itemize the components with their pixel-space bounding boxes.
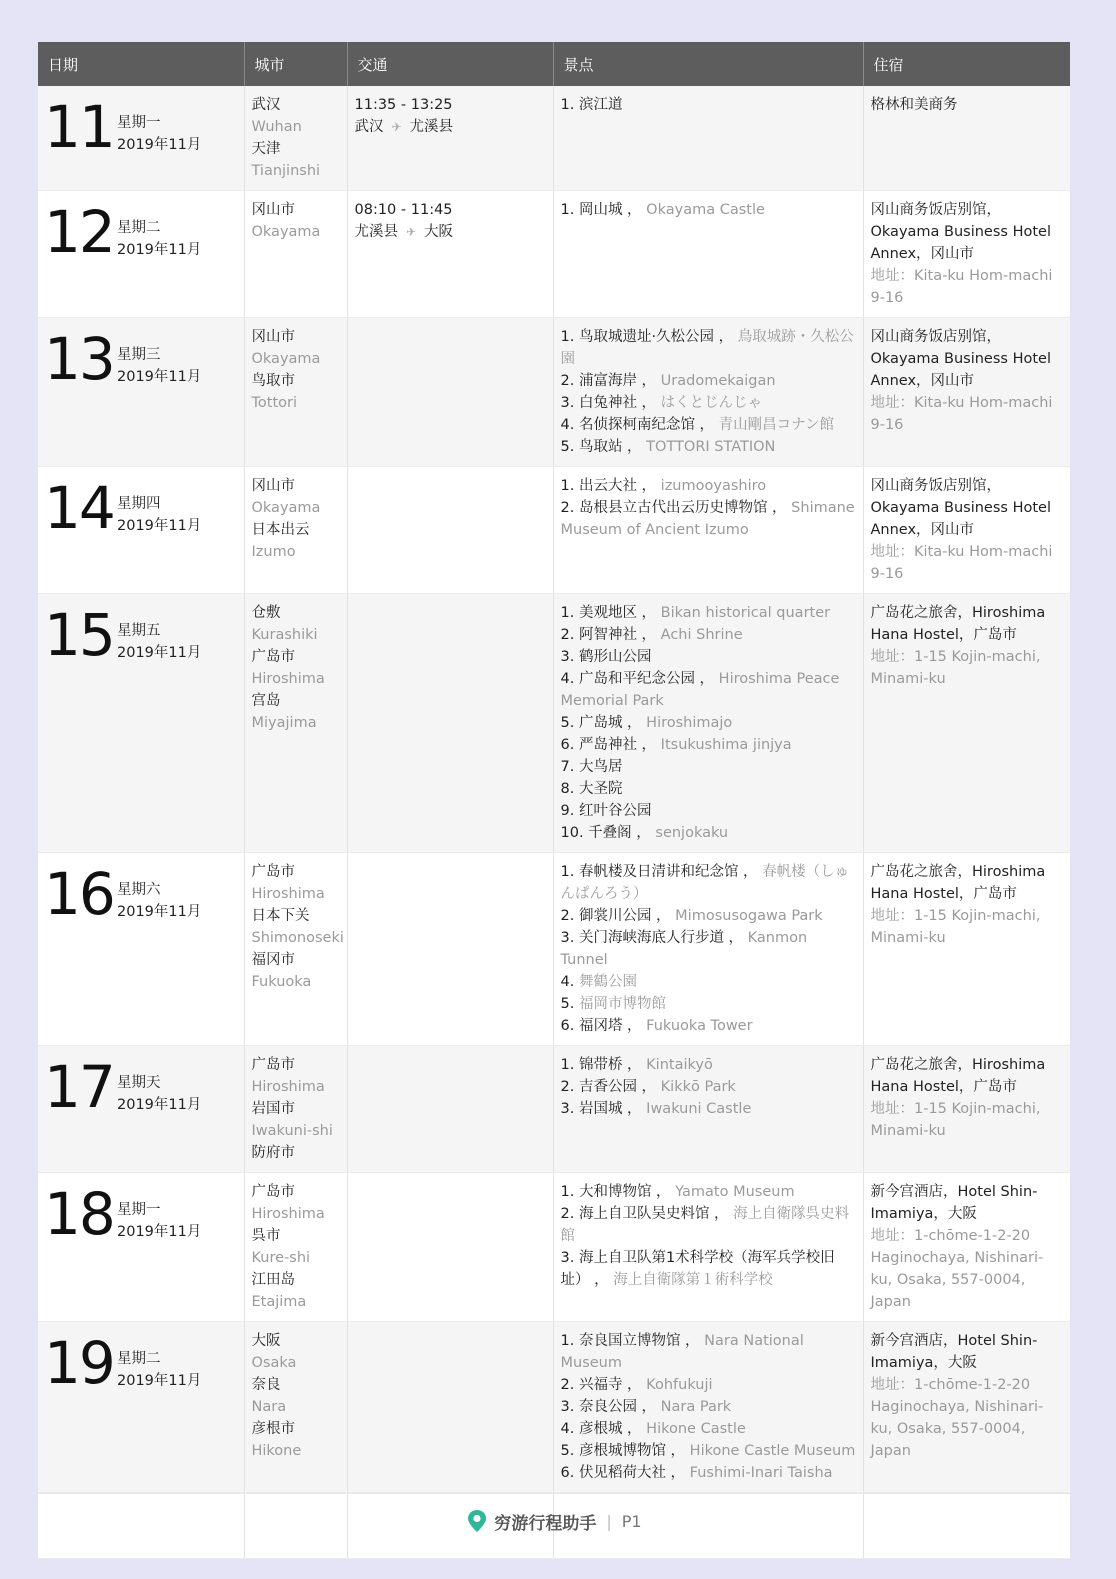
city-cell [244, 467, 347, 594]
attraction-item [561, 927, 857, 971]
attractions-cell [553, 1046, 863, 1173]
attraction-item [561, 624, 857, 646]
day-number: 14 [44, 474, 114, 542]
hotel-name: 新今宫酒店，Hotel Shin-Imamiya，大阪 [870, 1184, 1038, 1222]
attraction-name-cn: 3. 海上自卫队第1术科学校（海军兵学校旧址） ， [560, 1250, 835, 1288]
attraction-item [561, 861, 857, 905]
city-name-en: Osaka [251, 1355, 297, 1371]
attraction-name-en: 海上自衛隊呉史料館 [560, 1206, 850, 1244]
attraction-name-en: Iwakuni Castle [646, 1101, 752, 1117]
flight-time: 08:10 - 11:45 [354, 202, 453, 218]
city-name-cn: 广岛市 [251, 864, 295, 880]
city-name-en: Shimonoseki [251, 930, 344, 946]
header-attractions: 景点 [553, 42, 863, 86]
city-name-en: Hiroshima [251, 671, 325, 687]
city-cell [244, 1046, 347, 1173]
attraction-name-cn: 1. 美观地区 ， [560, 605, 657, 621]
city-name-en: Hikone [251, 1443, 302, 1459]
attraction-item [561, 1440, 857, 1462]
city-name-en: Tottori [251, 395, 297, 411]
attraction-item [561, 1098, 857, 1120]
header-transport: 交通 [347, 42, 553, 86]
hotel-address: 地址：1-chōme-1-2-20 Haginochaya, Nishinari-ku, Osaka, 557-0004, Japan [870, 1377, 1044, 1459]
hotel-address: 地址：1-15 Kojin-machi, Minami-ku [870, 908, 1041, 946]
lodging-cell [863, 86, 1070, 191]
day-number: 17 [44, 1053, 114, 1121]
attraction-name-en: 福岡市博物館 [578, 996, 666, 1012]
attraction-name-cn: 5. 广岛城 ， [560, 715, 642, 731]
transport-cell [347, 86, 553, 191]
attraction-item [561, 734, 857, 756]
header-date: 日期 [38, 42, 244, 86]
attraction-name-cn: 1. 锦带桥 ， [560, 1057, 642, 1073]
weekday-label: 星期五 [117, 623, 161, 639]
city-name-cn: 奈良 [251, 1377, 281, 1393]
attraction-item [561, 199, 857, 221]
attraction-item [561, 905, 857, 927]
month-label: 2019年11月 [117, 1097, 202, 1113]
city-name-cn: 冈山市 [251, 329, 295, 345]
attraction-name-en: 春帆楼（しゅんぱんろう） [560, 864, 850, 902]
attraction-name-en: Fushimi-Inari Taisha [689, 1465, 833, 1481]
flight-destination: 大阪 [424, 224, 453, 240]
attraction-name-cn: 4. [560, 974, 575, 990]
hotel-name: 冈山商务饭店别馆，Okayama Business Hotel Annex，冈山市 [870, 478, 1051, 538]
city-name-en: Miyajima [251, 715, 317, 731]
attraction-name-en: Nara Park [660, 1399, 732, 1415]
attraction-name-en: はくとじんじゃ [660, 395, 763, 411]
city-name-cn: 福冈市 [251, 952, 295, 968]
flight-origin: 尤溪县 [354, 224, 398, 240]
attraction-name-cn: 2. 岛根县立古代出云历史博物馆 ， [560, 500, 787, 516]
attraction-name-cn: 1. 鸟取城遗址·久松公园 ， [560, 329, 734, 345]
attraction-item [561, 370, 857, 392]
table-row [38, 467, 1070, 594]
attraction-item [561, 971, 857, 993]
city-name-cn: 日本下关 [251, 908, 310, 924]
city-cell [244, 1322, 347, 1493]
attraction-item [561, 1418, 857, 1440]
attraction-name-en: Hiroshimajo [646, 715, 733, 731]
hotel-address: 地址：1-chōme-1-2-20 Haginochaya, Nishinari-ku, Osaka, 557-0004, Japan [870, 1228, 1044, 1310]
attraction-item [561, 94, 857, 116]
transport-cell [347, 853, 553, 1046]
attraction-name-en: Shimane Museum of Ancient Izumo [560, 500, 855, 538]
date-cell [38, 191, 244, 318]
attractions-cell [553, 1173, 863, 1322]
city-name-cn: 广岛市 [251, 649, 295, 665]
attraction-item [561, 1181, 857, 1203]
attraction-item [561, 1462, 857, 1484]
flight-route [355, 221, 547, 243]
city-name-en: Hiroshima [251, 1206, 325, 1222]
attraction-item [561, 1076, 857, 1098]
attraction-item [561, 668, 857, 712]
city-name-cn: 武汉 [251, 97, 281, 113]
attraction-name-cn: 6. 福冈塔 ， [560, 1018, 642, 1034]
attraction-name-cn: 6. 伏见稻荷大社 ， [560, 1465, 686, 1481]
city-name-cn: 冈山市 [251, 202, 295, 218]
attraction-name-en: Yamato Museum [675, 1184, 795, 1200]
hotel-name: 冈山商务饭店别馆，Okayama Business Hotel Annex，冈山市 [870, 202, 1051, 262]
transport-cell [347, 191, 553, 318]
day-number: 19 [44, 1329, 114, 1397]
flight-destination: 尤溪县 [409, 119, 453, 135]
lodging-cell [863, 191, 1070, 318]
lodging-cell [863, 1322, 1070, 1493]
city-name-cn: 大阪 [251, 1333, 281, 1349]
attraction-item [561, 756, 857, 778]
attraction-name-cn: 1. 春帆楼及日清讲和纪念馆 ， [560, 864, 758, 880]
hotel-name: 广岛花之旅舍，Hiroshima Hana Hostel，广岛市 [870, 1057, 1046, 1095]
lodging-cell [863, 594, 1070, 853]
city-name-en: Okayama [251, 351, 321, 367]
attraction-item [561, 1330, 857, 1374]
attraction-item [561, 993, 857, 1015]
attraction-name-cn: 5. 彦根城博物馆 ， [560, 1443, 686, 1459]
city-name-en: Kurashiki [251, 627, 318, 643]
hotel-name: 格林和美商务 [870, 97, 958, 113]
brand-name: 穷游行程助手 [494, 1513, 597, 1534]
attraction-name-cn: 4. 广岛和平纪念公园 ， [560, 671, 715, 687]
day-number: 15 [44, 601, 114, 669]
city-cell [244, 1173, 347, 1322]
transport-cell [347, 1173, 553, 1322]
attraction-name-cn: 10. 千叠阁 ， [560, 825, 651, 841]
itinerary-table [38, 42, 1070, 1559]
table-row [38, 1322, 1070, 1493]
attraction-name-en: Bikan historical quarter [660, 605, 831, 621]
city-name-en: Okayama [251, 500, 321, 516]
day-number: 18 [44, 1180, 114, 1248]
attraction-name-cn: 3. 奈良公园 ， [560, 1399, 657, 1415]
attraction-item [561, 475, 857, 497]
attraction-name-cn: 2. 浦富海岸 ， [560, 373, 657, 389]
flight-route [355, 116, 547, 138]
city-cell [244, 318, 347, 467]
city-name-en: Fukuoka [251, 974, 312, 990]
hotel-address: 地址：1-15 Kojin-machi, Minami-ku [870, 649, 1041, 687]
city-name-en: Etajima [251, 1294, 307, 1310]
city-name-cn: 冈山市 [251, 478, 295, 494]
month-label: 2019年11月 [117, 518, 202, 534]
table-row [38, 1173, 1070, 1322]
attraction-name-cn: 5. 鸟取站 ， [560, 439, 642, 455]
city-name-en: Okayama [251, 224, 321, 240]
date-cell [38, 1322, 244, 1493]
attraction-item [561, 1247, 857, 1291]
month-label: 2019年11月 [117, 242, 202, 258]
attraction-name-en: 鳥取城跡・久松公園 [560, 329, 854, 367]
itinerary-sheet [38, 42, 1070, 1548]
city-cell [244, 853, 347, 1046]
attraction-item [561, 497, 857, 541]
table-row [38, 86, 1070, 191]
date-cell [38, 594, 244, 853]
attraction-name-cn: 4. 彦根城 ， [560, 1421, 642, 1437]
attraction-name-en: Nara National Museum [560, 1333, 804, 1371]
attraction-item [561, 1374, 857, 1396]
city-name-cn: 仓敷 [251, 605, 281, 621]
attraction-name-en: Hiroshima Peace Memorial Park [560, 671, 840, 709]
month-label: 2019年11月 [117, 369, 202, 385]
city-cell [244, 594, 347, 853]
transport-cell [347, 594, 553, 853]
attraction-name-en: Kikkō Park [660, 1079, 736, 1095]
attraction-name-cn: 2. 阿智神社 ， [560, 627, 657, 643]
transport-cell [347, 318, 553, 467]
attraction-name-en: Okayama Castle [646, 202, 765, 218]
hotel-address: 地址：Kita-ku Hom-machi 9-16 [870, 268, 1053, 306]
transport-cell [347, 1046, 553, 1173]
city-name-cn: 防府市 [251, 1145, 295, 1161]
attraction-name-cn: 1. 岡山城 ， [560, 202, 642, 218]
table-row [38, 191, 1070, 318]
table-header-row [38, 42, 1070, 86]
attractions-cell [553, 191, 863, 318]
attraction-name-cn: 6. 严岛神社 ， [560, 737, 657, 753]
airplane-icon: ✈ [391, 120, 402, 134]
attraction-name-en: 青山剛昌コナン館 [718, 417, 834, 433]
attraction-name-cn: 9. 红叶谷公园 [560, 803, 652, 819]
city-name-cn: 广岛市 [251, 1184, 295, 1200]
attractions-cell [553, 86, 863, 191]
table-row [38, 318, 1070, 467]
attraction-name-cn: 1. 出云大社 ， [560, 478, 657, 494]
transport-cell [347, 467, 553, 594]
city-name-cn: 彦根市 [251, 1421, 295, 1437]
attraction-name-cn: 8. 大圣院 [560, 781, 623, 797]
flight-origin: 武汉 [354, 119, 384, 135]
month-label: 2019年11月 [117, 1373, 202, 1389]
attractions-cell [553, 853, 863, 1046]
attraction-name-en: Kohfukuji [646, 1377, 713, 1393]
lodging-cell [863, 318, 1070, 467]
lodging-cell [863, 853, 1070, 1046]
date-cell [38, 86, 244, 191]
attraction-name-en: Kintaikyō [646, 1057, 713, 1073]
attraction-item [561, 1015, 857, 1037]
table-row [38, 594, 1070, 853]
attractions-cell [553, 594, 863, 853]
weekday-label: 星期天 [117, 1075, 161, 1091]
attraction-item [561, 602, 857, 624]
lodging-cell [863, 1173, 1070, 1322]
attraction-name-en: izumooyashiro [660, 478, 767, 494]
day-number: 16 [44, 860, 114, 928]
city-name-en: Hiroshima [251, 886, 325, 902]
weekday-label: 星期二 [117, 220, 161, 236]
location-pin-icon [466, 1509, 488, 1533]
day-number: 12 [44, 198, 114, 266]
attraction-name-cn: 3. 白兔神社 ， [560, 395, 657, 411]
day-number: 13 [44, 325, 114, 393]
date-cell [38, 318, 244, 467]
attraction-item [561, 1054, 857, 1076]
header-city: 城市 [244, 42, 347, 86]
attraction-name-cn: 1. 奈良国立博物馆 ， [560, 1333, 700, 1349]
attraction-name-en: senjokaku [655, 825, 729, 841]
attraction-item [561, 800, 857, 822]
hotel-name: 新今宫酒店，Hotel Shin-Imamiya，大阪 [870, 1333, 1038, 1371]
attraction-name-en: Achi Shrine [660, 627, 743, 643]
attraction-name-en: Itsukushima jinjya [660, 737, 792, 753]
attraction-name-en: Mimosusogawa Park [675, 908, 823, 924]
hotel-address: 地址：Kita-ku Hom-machi 9-16 [870, 395, 1053, 433]
hotel-address: 地址：1-15 Kojin-machi, Minami-ku [870, 1101, 1041, 1139]
attraction-item [561, 436, 857, 458]
attraction-name-cn: 7. 大鸟居 [560, 759, 623, 775]
city-cell [244, 86, 347, 191]
attraction-item [561, 778, 857, 800]
month-label: 2019年11月 [117, 904, 202, 920]
lodging-cell [863, 467, 1070, 594]
month-label: 2019年11月 [117, 1224, 202, 1240]
weekday-label: 星期二 [117, 1351, 161, 1367]
month-label: 2019年11月 [117, 645, 202, 661]
city-name-en: Wuhan [251, 119, 302, 135]
attraction-item [561, 392, 857, 414]
attraction-item [561, 414, 857, 436]
table-row [38, 1046, 1070, 1173]
attraction-name-en: TOTTORI STATION [646, 439, 776, 455]
attraction-item [561, 822, 857, 844]
date-cell [38, 1173, 244, 1322]
attraction-item [561, 1203, 857, 1247]
hotel-name: 广岛花之旅舍，Hiroshima Hana Hostel，广岛市 [870, 864, 1046, 902]
attraction-name-en: Fukuoka Tower [646, 1018, 753, 1034]
attraction-name-cn: 2. 御裳川公园 ， [560, 908, 671, 924]
attraction-item [561, 326, 857, 370]
city-name-en: Tianjinshi [251, 163, 321, 179]
city-name-cn: 鸟取市 [251, 373, 295, 389]
attraction-name-cn: 2. 吉香公园 ， [560, 1079, 657, 1095]
city-name-en: Nara [251, 1399, 287, 1415]
city-cell [244, 191, 347, 318]
city-name-cn: 宫岛 [251, 693, 281, 709]
city-name-en: Izumo [251, 544, 296, 560]
attraction-name-en: Uradomekaigan [660, 373, 776, 389]
city-name-en: Hiroshima [251, 1079, 325, 1095]
hotel-name: 广岛花之旅舍，Hiroshima Hana Hostel，广岛市 [870, 605, 1046, 643]
table-row [38, 853, 1070, 1046]
date-cell [38, 467, 244, 594]
attraction-name-cn: 1. 大和博物馆 ， [560, 1184, 671, 1200]
city-name-en: Kure-shi [251, 1250, 311, 1266]
attraction-name-en: Hikone Castle [646, 1421, 746, 1437]
day-number: 11 [44, 93, 114, 161]
airplane-icon: ✈ [405, 225, 417, 239]
attraction-name-cn: 2. 兴福寺 ， [560, 1377, 642, 1393]
lodging-cell [863, 1046, 1070, 1173]
city-name-en: Iwakuni-shi [251, 1123, 333, 1139]
city-name-cn: 天津 [251, 141, 281, 157]
attraction-item [561, 646, 857, 668]
attractions-cell [553, 467, 863, 594]
attraction-name-en: Kanmon Tunnel [560, 930, 808, 968]
attractions-cell [553, 1322, 863, 1493]
footer-separator: | [606, 1511, 612, 1531]
city-name-cn: 广岛市 [251, 1057, 295, 1073]
attractions-cell [553, 318, 863, 467]
attraction-name-cn: 5. [560, 996, 575, 1012]
header-lodging: 住宿 [863, 42, 1070, 86]
attraction-item [561, 1396, 857, 1418]
attraction-name-en: Hikone Castle Museum [689, 1443, 856, 1459]
flight-time: 11:35 - 13:25 [354, 97, 453, 113]
page-footer [38, 1493, 1070, 1548]
attraction-name-cn: 3. 岩国城 ， [560, 1101, 642, 1117]
weekday-label: 星期一 [117, 115, 161, 131]
transport-cell [347, 1322, 553, 1493]
date-cell [38, 1046, 244, 1173]
weekday-label: 星期四 [117, 496, 161, 512]
city-name-cn: 岩国市 [251, 1101, 295, 1117]
weekday-label: 星期三 [117, 347, 161, 363]
page-number: P1 [621, 1511, 642, 1531]
attraction-name-cn: 3. 关门海峡海底人行步道 ， [560, 930, 744, 946]
hotel-name: 冈山商务饭店别馆，Okayama Business Hotel Annex，冈山市 [870, 329, 1051, 389]
date-cell [38, 853, 244, 1046]
attraction-name-en: 海上自衛隊第１術科学校 [613, 1272, 773, 1288]
attraction-name-en: 舞鶴公園 [578, 974, 637, 990]
attraction-name-cn: 3. 鹤形山公园 [560, 649, 652, 665]
attraction-name-cn: 4. 名侦探柯南纪念馆 ， [560, 417, 715, 433]
attraction-item [561, 712, 857, 734]
itinerary-body [38, 86, 1070, 1559]
city-name-cn: 呉市 [251, 1228, 281, 1244]
attraction-name-cn: 1. 滨江道 [560, 97, 623, 113]
attraction-name-cn: 2. 海上自卫队吴史料馆 ， [560, 1206, 729, 1222]
city-name-cn: 日本出云 [251, 522, 310, 538]
weekday-label: 星期六 [117, 882, 161, 898]
month-label: 2019年11月 [117, 137, 202, 153]
city-name-cn: 江田岛 [251, 1272, 295, 1288]
weekday-label: 星期一 [117, 1202, 161, 1218]
hotel-address: 地址：Kita-ku Hom-machi 9-16 [870, 544, 1053, 582]
